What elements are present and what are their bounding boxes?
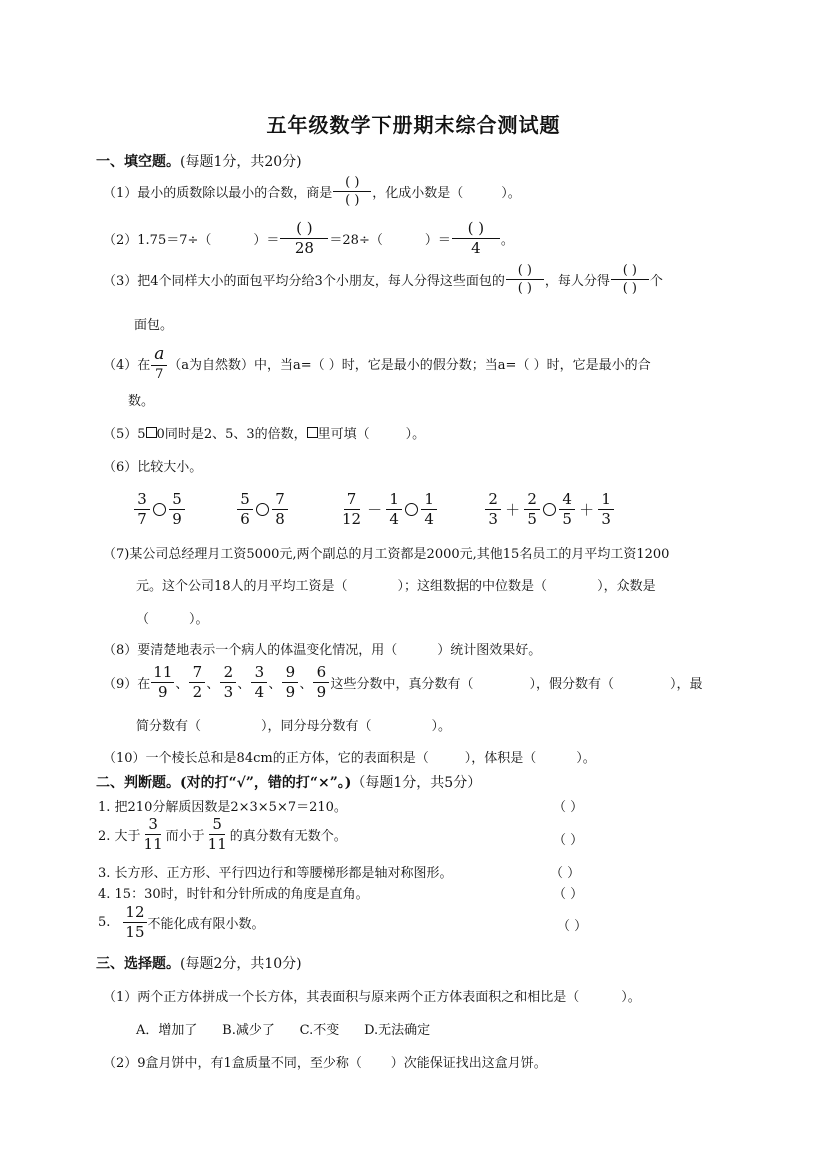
cmp-frac-d4: $\frac{1}{3}$: [598, 492, 614, 527]
choice-1: （1）两个正方体拼成一个长方体，其表面积与原来两个正方体表面积之和相比是（ ）。: [103, 990, 641, 1005]
cmp-frac-a2: $\frac{5}{9}$: [169, 492, 185, 527]
question-10: （10）一个棱长总和是84cm的正方体，它的表面积是（ ），体积是（ ）。: [103, 751, 596, 766]
judge-2-paren: （ ）: [553, 833, 584, 848]
section-3-title: 三、选择题。: [96, 956, 180, 972]
question-2: [103, 221, 514, 256]
judge-1-paren: （ ）: [553, 800, 584, 815]
compare-row: [133, 492, 615, 527]
cmp-frac-d1: $\frac{2}{3}$: [485, 492, 501, 527]
section-1-heading: [96, 151, 302, 171]
question-1: [103, 176, 521, 207]
q5-text-c: 里可填（: [317, 427, 370, 442]
judge-4-paren: （ ）: [553, 887, 584, 902]
q4-text-a: （4）在: [103, 358, 151, 373]
q3-text-a: （3）把4个同样大小的面包平均分给3个小朋友，每人分得这些面包的: [103, 274, 505, 289]
q4-text-c: 数。: [128, 394, 155, 409]
question-7-line2: 元。这个公司18人的月平均工资是（ ）；这组数据的中位数是（ ），众数是: [136, 579, 656, 594]
q2-text-e: 。: [500, 233, 514, 248]
cmp-frac-d2: $\frac{2}{5}$: [524, 492, 540, 527]
q4-text-b: （a为自然数）中，当a=（ ）时，它是最小的假分数；当a=（ ）时，它是最小的合: [168, 358, 651, 373]
q2-text-d: ）＝: [424, 233, 451, 248]
q2-text-c: ＝28÷（: [329, 233, 383, 248]
q1-text: （1）最小的质数除以最小的合数，商是: [103, 186, 333, 201]
q3-fraction-2: $\frac{( )}{( )}$: [611, 264, 649, 295]
q9-fraction-1: $\frac{11}{9}$: [153, 663, 173, 701]
plus-sign: ＋: [579, 501, 595, 519]
minus-sign: －: [367, 501, 383, 519]
q2-text-a: （2）1.75＝7÷（: [103, 233, 212, 248]
circle-blank-icon: [153, 503, 166, 516]
j5-fraction: $\frac{12}{15}$: [125, 903, 145, 941]
cmp-frac-d3: $\frac{4}{5}$: [559, 492, 575, 527]
question-9-line2: 简分数有（ ），同分母分数有（ ）。: [136, 719, 452, 734]
q2-fraction-2: $\frac{( )}{4}$: [452, 221, 500, 256]
q9-fraction-3: $\frac{2}{3}$: [220, 665, 236, 700]
q5-text-d: ）。: [405, 427, 426, 442]
q9-fraction-2: $\frac{7}{2}$: [189, 665, 205, 700]
question-3: [103, 264, 663, 295]
section-2-title: 二、判断题。(对的打“√”，错的打“×”。): [96, 775, 352, 791]
cmp-frac-c1: $\frac{7}{12}$: [342, 490, 362, 528]
q1-text-c: ）。: [501, 186, 521, 201]
circle-blank-icon: [543, 503, 556, 516]
judge-5-paren: （ ）: [557, 919, 588, 934]
section-3-note: (每题2分，共10分): [180, 956, 302, 972]
q3-fraction-1: $\frac{( )}{( )}$: [506, 264, 544, 295]
j2-fraction-2: $\frac{5}{11}$: [207, 815, 227, 853]
cmp-frac-a1: $\frac{3}{7}$: [134, 492, 150, 527]
choice-2: （2）9盒月饼中，有1盒质量不同，至少称（ ）次能保证找出这盒月饼。: [103, 1056, 547, 1071]
cmp-frac-b1: $\frac{5}{6}$: [237, 492, 253, 527]
cmp-frac-c3: $\frac{1}{4}$: [421, 492, 437, 527]
q9-fraction-4: $\frac{3}{4}$: [251, 665, 267, 700]
q3-text-b: ，每人分得: [544, 274, 610, 289]
page-title: 五年级数学下册期末综合测试题: [266, 113, 561, 137]
q3-text-c: 个: [649, 274, 663, 289]
q2-fraction-1: $\frac{( )}{28}$: [280, 221, 328, 256]
question-5: [103, 423, 425, 442]
circle-blank-icon: [405, 503, 418, 516]
q9-fraction-5: $\frac{9}{9}$: [282, 665, 298, 700]
section-1-note: (每题1分，共20分): [180, 154, 302, 170]
plus-sign: ＋: [505, 501, 521, 519]
q1-fraction-blank: $\frac{( )}{( )}$: [333, 176, 371, 207]
section-2-heading: [96, 772, 481, 792]
circle-blank-icon: [256, 503, 269, 516]
q7-text-a: （7)某公司总经理月工资5000元,两个副总的月工资都是2000元,其他15名员工的月平均工资1200: [103, 547, 670, 562]
section-1-title: 一、填空题。: [96, 154, 180, 170]
q5-text-b: 0同时是2、5、3的倍数，: [156, 427, 307, 442]
question-9: （9）在 $\frac{11}{9}$ 、 $\frac{7}{2}$ 、 $\frac{2}{3}$ 、 $\frac{3}{4}$ 、 $\frac{9}{9}$ 、 $\frac{6}{9}$ 这些分数中，真分数有（ ），假分数有（ ），最: [103, 663, 703, 701]
square-box-icon: [307, 427, 318, 438]
j2-fraction-1: $\frac{3}{11}$: [143, 815, 163, 853]
judge-3: 3. 长方形、正方形、平行四边行和等腰梯形都是轴对称图形。: [98, 866, 453, 881]
judge-2: 2. 大于 $\frac{3}{11}$ 而小于 $\frac{5}{11}$ 的真分数有无数个。: [98, 815, 347, 853]
q5-text-a: （5）5: [103, 427, 146, 442]
judge-5: 5. $\frac{12}{15}$ 不能化成有限小数。: [98, 903, 265, 941]
cmp-frac-b2: $\frac{7}{8}$: [272, 492, 288, 527]
choice-1-options: A．增加了 B.减少了 C.不变 D.无法确定: [136, 1023, 431, 1038]
q3-text-d: 面包。: [134, 318, 174, 333]
question-8: （8）要清楚地表示一个病人的体温变化情况，用（ ）统计图效果好。: [103, 643, 542, 658]
q4-fraction: $\frac{a}{7}$: [151, 346, 167, 381]
question-4: [103, 346, 651, 381]
q9-fraction-6: $\frac{6}{9}$: [313, 665, 329, 700]
section-2-note: （每题1分，共5分）: [351, 775, 482, 791]
judge-3-paren: （ ）: [550, 866, 581, 881]
q2-text-b: ）＝: [253, 233, 280, 248]
square-box-icon: [146, 427, 157, 438]
judge-4: 4. 15：30时，时针和分针所成的角度是直角。: [98, 887, 369, 902]
judge-1: 1. 把210分解质因数是2×3×5×7＝210。: [98, 800, 347, 815]
section-3-heading: [96, 953, 302, 973]
cmp-frac-c2: $\frac{1}{4}$: [386, 492, 402, 527]
question-6: （6）比较大小。: [103, 460, 203, 475]
question-7-line3: （ ）。: [136, 612, 209, 627]
q1-text-b: ，化成小数是（: [372, 186, 464, 201]
